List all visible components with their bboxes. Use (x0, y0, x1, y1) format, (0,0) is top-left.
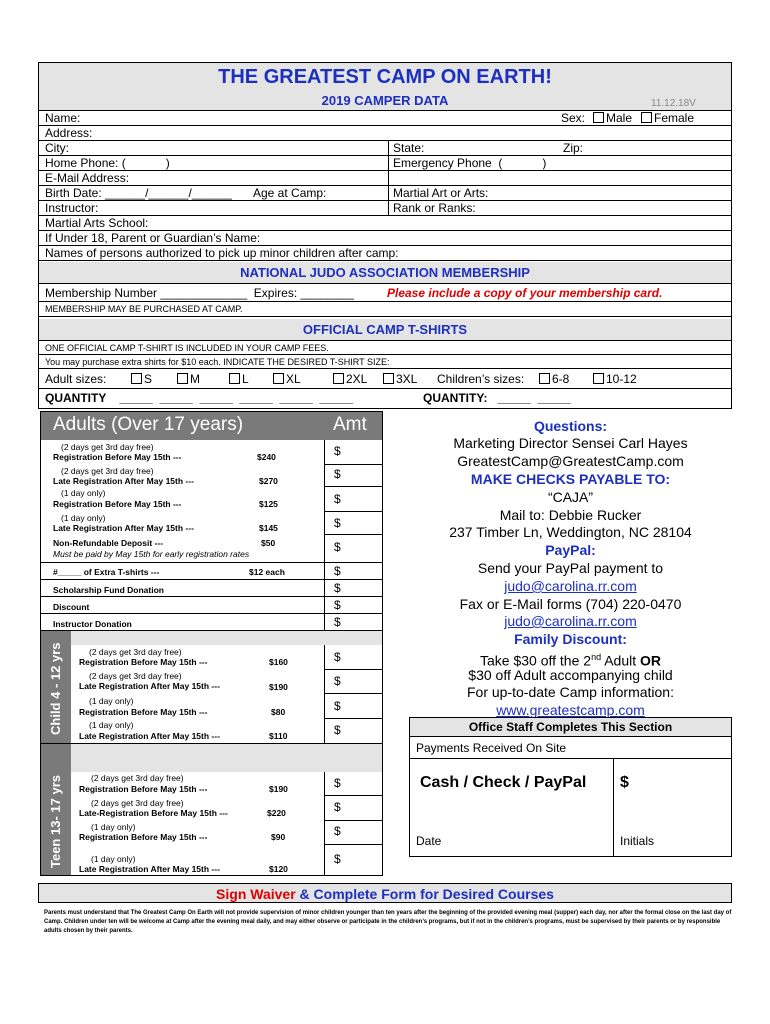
teen-note-4: (1 day only) (91, 854, 136, 864)
size-s-label: S (144, 372, 153, 386)
form-header (39, 63, 731, 111)
state-field[interactable]: State: (393, 141, 425, 155)
adult-price-4: $145 (259, 523, 278, 533)
adult-amt-1[interactable]: $ (334, 444, 341, 458)
membership-number-field[interactable]: Membership Number _____________ Expires: ________ (45, 286, 354, 300)
membership-purchase-note: MEMBERSHIP MAY BE PURCHASED AT CAMP. (45, 304, 243, 314)
child-amt-1[interactable]: $ (334, 650, 341, 664)
checks-heading: MAKE CHECKS PAYABLE TO: (470, 471, 671, 487)
size-6-8-label: 6-8 (552, 372, 570, 386)
deposit-amt[interactable]: $ (334, 540, 341, 554)
line (324, 669, 382, 670)
paypal-heading: PayPal: (545, 542, 596, 558)
membership-purchase-row (39, 302, 731, 317)
adult-label-3: Registration Before May 15th --- (53, 499, 182, 509)
teen-label-2: Late-Registration Before May 15th --- (79, 808, 228, 818)
adult-label-2: Late Registration After May 15th --- (53, 476, 194, 486)
child-label-2: Late Registration After May 15th --- (79, 681, 220, 691)
line (324, 693, 382, 694)
adult-label-4: Late Registration After May 15th --- (53, 523, 194, 533)
teen-price-3: $90 (271, 832, 286, 842)
teen-amt-3[interactable]: $ (334, 824, 341, 838)
size-10-12-label: 10-12 (606, 372, 637, 386)
male-label: Male (606, 111, 633, 125)
child-price-3: $80 (271, 707, 286, 717)
director-name: Marketing Director Sensei Carl Hayes (453, 435, 688, 451)
extra-shirts-amt[interactable]: $ (334, 564, 341, 578)
teen-label-1: Registration Before May 15th --- (79, 784, 208, 794)
line (324, 844, 382, 845)
office-divider (613, 759, 614, 856)
sign-waiver-banner (38, 883, 732, 903)
adult-note-1: (2 days get 3rd day free) (61, 442, 154, 452)
child-label-3: Registration Before May 15th --- (79, 707, 208, 717)
deposit-note: Must be paid by May 15th for early registration rates (53, 549, 250, 559)
divider (388, 141, 389, 216)
child-note-1: (2 days get 3rd day free) (89, 647, 182, 657)
mail-address: 237 Timber Ln, Weddington, NC 28104 (449, 524, 692, 540)
child-quantity-field[interactable]: QUANTITY: _____ _____ (423, 391, 571, 405)
school-row (39, 216, 731, 231)
tshirt-extra-row (39, 355, 731, 369)
child-price-4: $110 (269, 731, 288, 741)
accompany-line: $30 off Adult accompanying child (468, 667, 673, 683)
child-note-2: (2 days get 3rd day free) (89, 671, 182, 681)
tshirt-extra-note: You may purchase extra shirts for $10 each. INDICATE THE DESIRED T-SHIRT SIZE: (45, 357, 390, 367)
address-row (39, 126, 731, 141)
size-3xl-label: 3XL (396, 372, 418, 386)
child-gray-band (41, 631, 382, 645)
size-xl-checkbox[interactable] (273, 373, 284, 384)
emergency-phone-field[interactable]: Emergency Phone ( ) (393, 156, 547, 170)
paypal-email-link[interactable]: judo@carolina.rr.com (504, 578, 637, 594)
discount-or: OR (640, 652, 661, 669)
instructor-field[interactable]: Instructor: (45, 201, 99, 215)
adult-note-2: (2 days get 3rd day free) (61, 466, 154, 476)
questions-heading: Questions: (533, 418, 608, 434)
size-l-label: L (242, 372, 249, 386)
adult-label-1: Registration Before May 15th --- (53, 452, 182, 462)
office-section (409, 717, 732, 857)
extra-shirts-label: #_____ of Extra T-shirts --- (53, 567, 160, 577)
adult-sizes-label: Adult sizes: (45, 372, 107, 386)
adult-note-4: (1 day only) (61, 513, 106, 523)
male-checkbox[interactable] (593, 112, 604, 123)
discount-adult: Adult (601, 652, 640, 669)
children-sizes-label: Children’s sizes: (437, 372, 525, 386)
name-field[interactable]: Name: (45, 111, 81, 125)
checks-payee: “CAJA” (547, 489, 594, 505)
size-s-checkbox[interactable] (131, 373, 142, 384)
adults-title: Adults (Over 17 years) (53, 414, 244, 435)
teen-side-band (41, 744, 71, 875)
line (324, 464, 382, 465)
address-field[interactable]: Address: (45, 126, 93, 140)
line (324, 718, 382, 719)
phone-row (39, 156, 731, 171)
teen-amt-4[interactable]: $ (334, 852, 341, 866)
child-label-4: Late Registration After May 15th --- (79, 731, 220, 741)
adult-note-3: (1 day only) (61, 488, 106, 498)
pickup-field[interactable]: Names of persons authorized to pick up minor children after camp: (45, 246, 399, 260)
line (324, 534, 382, 535)
teen-note-3: (1 day only) (91, 822, 136, 832)
extra-shirts-price: $12 each (249, 567, 285, 577)
teen-amt-1[interactable]: $ (334, 776, 341, 790)
size-2xl-checkbox[interactable] (333, 373, 344, 384)
guardian-field[interactable]: If Under 18, Parent or Guardian’s Name: (45, 231, 261, 245)
office-heading: Office Staff Completes This Section (410, 718, 731, 737)
line (324, 795, 382, 796)
child-label: Child 4 - 12 yrs (48, 642, 63, 735)
fax-email-link[interactable]: judo@carolina.rr.com (504, 613, 637, 629)
teen-note-2: (2 days get 3rd day free) (91, 798, 184, 808)
instructor-donation-label: Instructor Donation (53, 619, 132, 629)
initials-field[interactable]: Initials (620, 834, 655, 848)
paypal-instruction: Send your PayPal payment to (477, 560, 664, 576)
birth-date-field[interactable]: Birth Date: ______/______/______ (45, 186, 232, 200)
line (41, 562, 382, 563)
line (324, 511, 382, 512)
adult-quantity-field[interactable]: QUANTITY _____ _____ _____ _____ _____ _____ (45, 391, 354, 405)
scholarship-label: Scholarship Fund Donation (53, 585, 164, 595)
child-amt-2[interactable]: $ (334, 674, 341, 688)
age-field[interactable]: Age at Camp: (253, 186, 327, 200)
website-link[interactable]: www.greatestcamp.com (496, 702, 645, 718)
teen-label-4: Late Registration After May 15th --- (79, 864, 220, 874)
child-price-1: $160 (269, 657, 288, 667)
child-note-3: (1 day only) (89, 696, 134, 706)
email-field[interactable]: E-Mail Address: (45, 171, 130, 185)
date-field[interactable]: Date (416, 834, 442, 848)
guardian-row (39, 231, 731, 246)
mail-to: Mail to: Debbie Rucker (499, 507, 642, 523)
fax-email: Fax or E-Mail forms (704) 220-0470 (459, 596, 682, 612)
amount-title: Amt (333, 414, 367, 435)
teen-amt-2[interactable]: $ (334, 800, 341, 814)
adult-amt-3[interactable]: $ (334, 492, 341, 506)
deposit-label: Non-Refundable Deposit --- (53, 538, 164, 548)
line (324, 486, 382, 487)
page-subtitle: 2019 CAMPER DATA (321, 93, 449, 108)
city-field[interactable]: City: (45, 141, 69, 155)
size-2xl-label: 2XL (346, 372, 368, 386)
line (41, 579, 382, 580)
adult-amt-4[interactable]: $ (334, 516, 341, 530)
size-10-12-checkbox[interactable] (593, 373, 604, 384)
tshirt-included-row (39, 341, 731, 355)
line (324, 820, 382, 821)
adults-header (41, 412, 382, 440)
adult-price-1: $240 (257, 452, 276, 462)
sex-label: Sex: (561, 111, 586, 125)
discount-amt[interactable]: $ (334, 598, 341, 612)
email-row (39, 171, 731, 186)
line (41, 613, 382, 614)
sign-waiver-text: Sign Waiver (216, 886, 296, 902)
size-l-checkbox[interactable] (229, 373, 240, 384)
director-email: GreatestCamp@GreatestCamp.com (457, 453, 684, 469)
amount-divider (324, 440, 325, 875)
quantity-row (39, 389, 731, 408)
size-m-checkbox[interactable] (177, 373, 188, 384)
child-note-4: (1 day only) (89, 720, 134, 730)
deposit-price: $50 (261, 538, 276, 548)
pickup-row (39, 246, 731, 261)
size-m-label: M (190, 372, 200, 386)
teen-gray-band (41, 744, 382, 772)
school-field[interactable]: Martial Arts School: (45, 216, 149, 230)
tshirt-included-note: ONE OFFICIAL CAMP T-SHIRT IS INCLUDED IN YOUR CAMP FEES. (45, 343, 329, 353)
adult-price-3: $125 (259, 499, 278, 509)
discount-take: Take $30 off the 2 (480, 652, 592, 669)
instructor-donation-amt[interactable]: $ (334, 615, 341, 629)
size-3xl-checkbox[interactable] (383, 373, 394, 384)
name-row (39, 111, 731, 126)
size-6-8-checkbox[interactable] (539, 373, 550, 384)
teen-price-2: $220 (267, 808, 286, 818)
home-phone-field[interactable]: Home Phone: ( ) (45, 156, 170, 170)
child-price-2: $190 (269, 682, 288, 692)
membership-row (39, 284, 731, 302)
family-discount-heading: Family Discount: (514, 631, 627, 647)
discount-label: Discount (53, 602, 90, 612)
discount-sup: nd (591, 652, 602, 662)
female-checkbox[interactable] (641, 112, 652, 123)
line (41, 596, 382, 597)
child-amt-3[interactable]: $ (334, 699, 341, 713)
nja-heading: NATIONAL JUDO ASSOCIATION MEMBERSHIP (39, 262, 731, 284)
sizes-row (39, 369, 731, 389)
size-xl-label: XL (286, 372, 301, 386)
membership-copy-note: Please include a copy of your membership card. (387, 286, 663, 300)
page-title: THE GREATEST CAMP ON EARTH! (218, 66, 552, 88)
zip-field[interactable]: Zip: (563, 141, 584, 155)
payments-received: Payments Received On Site (410, 737, 731, 759)
version-label: 11.12.18V (651, 98, 696, 109)
child-amt-4[interactable]: $ (334, 723, 341, 737)
female-label: Female (654, 111, 695, 125)
price-table (40, 411, 383, 876)
child-label-1: Registration Before May 15th --- (79, 657, 208, 667)
child-side-band (41, 631, 71, 743)
up-to-date-line: For up-to-date Camp information: (467, 684, 674, 700)
birth-row (39, 186, 731, 201)
teen-price-1: $190 (269, 784, 288, 794)
instructor-row (39, 201, 731, 216)
teen-label-3: Registration Before May 15th --- (79, 832, 208, 842)
payment-amount[interactable]: $ (620, 774, 629, 791)
teen-label: Teen 13- 17 yrs (48, 775, 63, 868)
tshirt-heading: OFFICIAL CAMP T-SHIRTS (39, 319, 731, 341)
rank-field[interactable]: Rank or Ranks: (393, 201, 476, 215)
payment-methods: Cash / Check / PayPal (420, 774, 587, 791)
city-row (39, 141, 731, 156)
adult-amt-2[interactable]: $ (334, 467, 341, 481)
camper-data-form (38, 62, 732, 409)
complete-form-text: & Complete Form for Desired Courses (295, 886, 554, 902)
scholarship-amt[interactable]: $ (334, 581, 341, 595)
adult-price-2: $270 (259, 476, 278, 486)
teen-price-4: $120 (269, 864, 288, 874)
supervision-notice: Parents must understand that The Greatest Camp On Earth will not provide supervision of minor children younger than ten years after the beginning of the provided evening meal (supper) each day, nor after the formal close on the last day of Camp. Children under ten will be welcome at Camp after the evening meal daily, and may either observe or participate in the children’s programs, but if not in the children’s programs, must be supervised by their parents or by responsible adults chosen by their parents. (44, 910, 732, 934)
martial-art-field[interactable]: Martial Art or Arts: (393, 186, 489, 200)
teen-note-1: (2 days get 3rd day free) (91, 773, 184, 783)
